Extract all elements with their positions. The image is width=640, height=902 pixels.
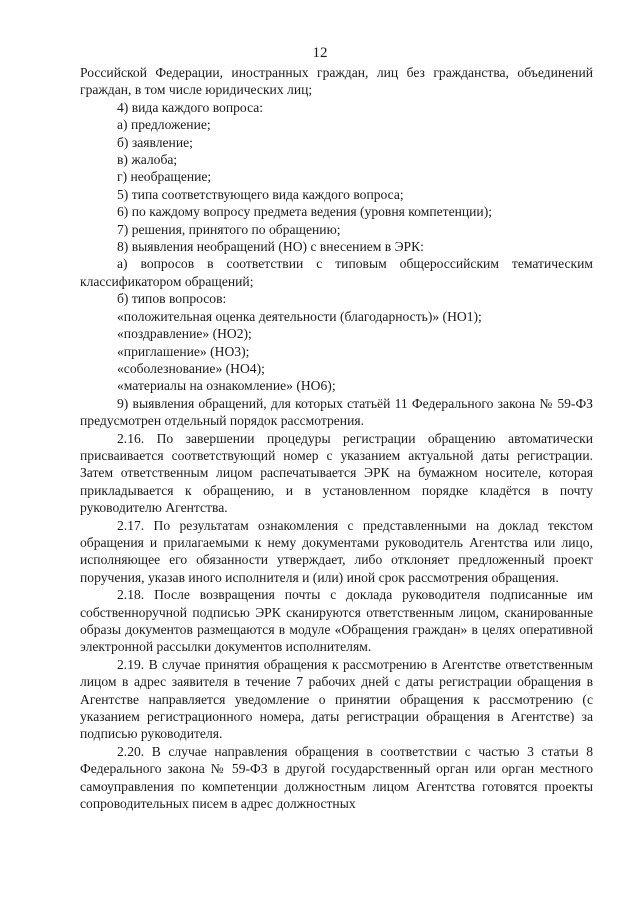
paragraph: «положительная оценка деятельности (благодарность)» (НО1); [117, 308, 482, 324]
paragraph: а) предложение; [117, 117, 211, 133]
paragraph: 2.20. В случае направления обращения в соответствии с частью 3 статьи 8 Федерального закона № 59-ФЗ в другой государственный орган или орган местного самоуправления по компетенции должностным лицом Агентства готовятся проекты сопроводительных писем в адрес должностных [80, 743, 593, 812]
paragraph: «материалы на ознакомление» (НО6); [117, 378, 336, 394]
paragraph: «приглашение» (НО3); [117, 343, 250, 359]
paragraph: г) необращение; [117, 169, 212, 185]
paragraph: 2.16. По завершении процедуры регистрации обращению автоматически присваивается соответствующий номер с указанием актуальной даты регистрации. Затем ответственным лицом распечатывается ЭРК на бумажном носителе, которая прикладывается к обращению, и в установленном порядке кладётся в почту руководителю Агентства. [80, 430, 593, 516]
page-number: 12 [312, 45, 328, 61]
paragraph: а) вопросов в соответствии с типовым общероссийским тематическим классификатором обращений; [80, 256, 593, 289]
paragraph: 6) по каждому вопросу предмета ведения (уровня компетенции); [117, 204, 493, 220]
document-body [80, 64, 593, 812]
paragraph: 2.19. В случае принятия обращения к рассмотрению в Агентстве ответственным лицом в адрес заявителя в течение 7 рабочих дней с даты регистрации обращения в Агентстве направляется уведомление о принятии обращения к рассмотрению (с указанием регистрационного номера, даты регистрации обращения в Агентстве) за подписью руководителя. [80, 656, 593, 742]
paragraph: 8) выявления необращений (НО) с внесением в ЭРК: [117, 239, 424, 255]
paragraph: 4) вида каждого вопроса: [117, 99, 264, 115]
paragraph: «соболезнование» (НО4); [117, 360, 265, 376]
paragraph: б) заявление; [117, 134, 193, 150]
paragraph: «поздравление» (НО2); [117, 326, 252, 342]
paragraph: Российской Федерации, иностранных граждан, лиц без гражданства, объединений граждан, в том числе юридических лиц; [80, 65, 593, 98]
paragraph: 7) решения, принятого по обращению; [117, 221, 341, 237]
paragraph: в) жалоба; [117, 152, 178, 168]
paragraph: 2.18. После возвращения почты с доклада руководителя подписанные им собственноручной подписью ЭРК сканируются ответственным лицом, сканированные образы документов размещаются в модуле «Обращения граждан» в целях оперативной электронной рассылки документов исполнителям. [80, 587, 593, 655]
paragraph: 5) типа соответствующего вида каждого вопроса; [117, 186, 404, 202]
paragraph: 2.17. По результатам ознакомления с представленными на доклад текстом обращения и прилагаемыми к нему документами руководитель Агентства или лицо, исполняющее его обязанности утверждает, либо отклоняет предложенный проект поручения, указав иного исполнителя и (или) иной срок рассмотрения обращения. [80, 517, 593, 585]
paragraph: б) типов вопросов: [117, 291, 227, 307]
paragraph: 9) выявления обращений, для которых статьёй 11 Федерального закона № 59-ФЗ предусмотрен отдельный порядок рассмотрения. [80, 395, 593, 429]
